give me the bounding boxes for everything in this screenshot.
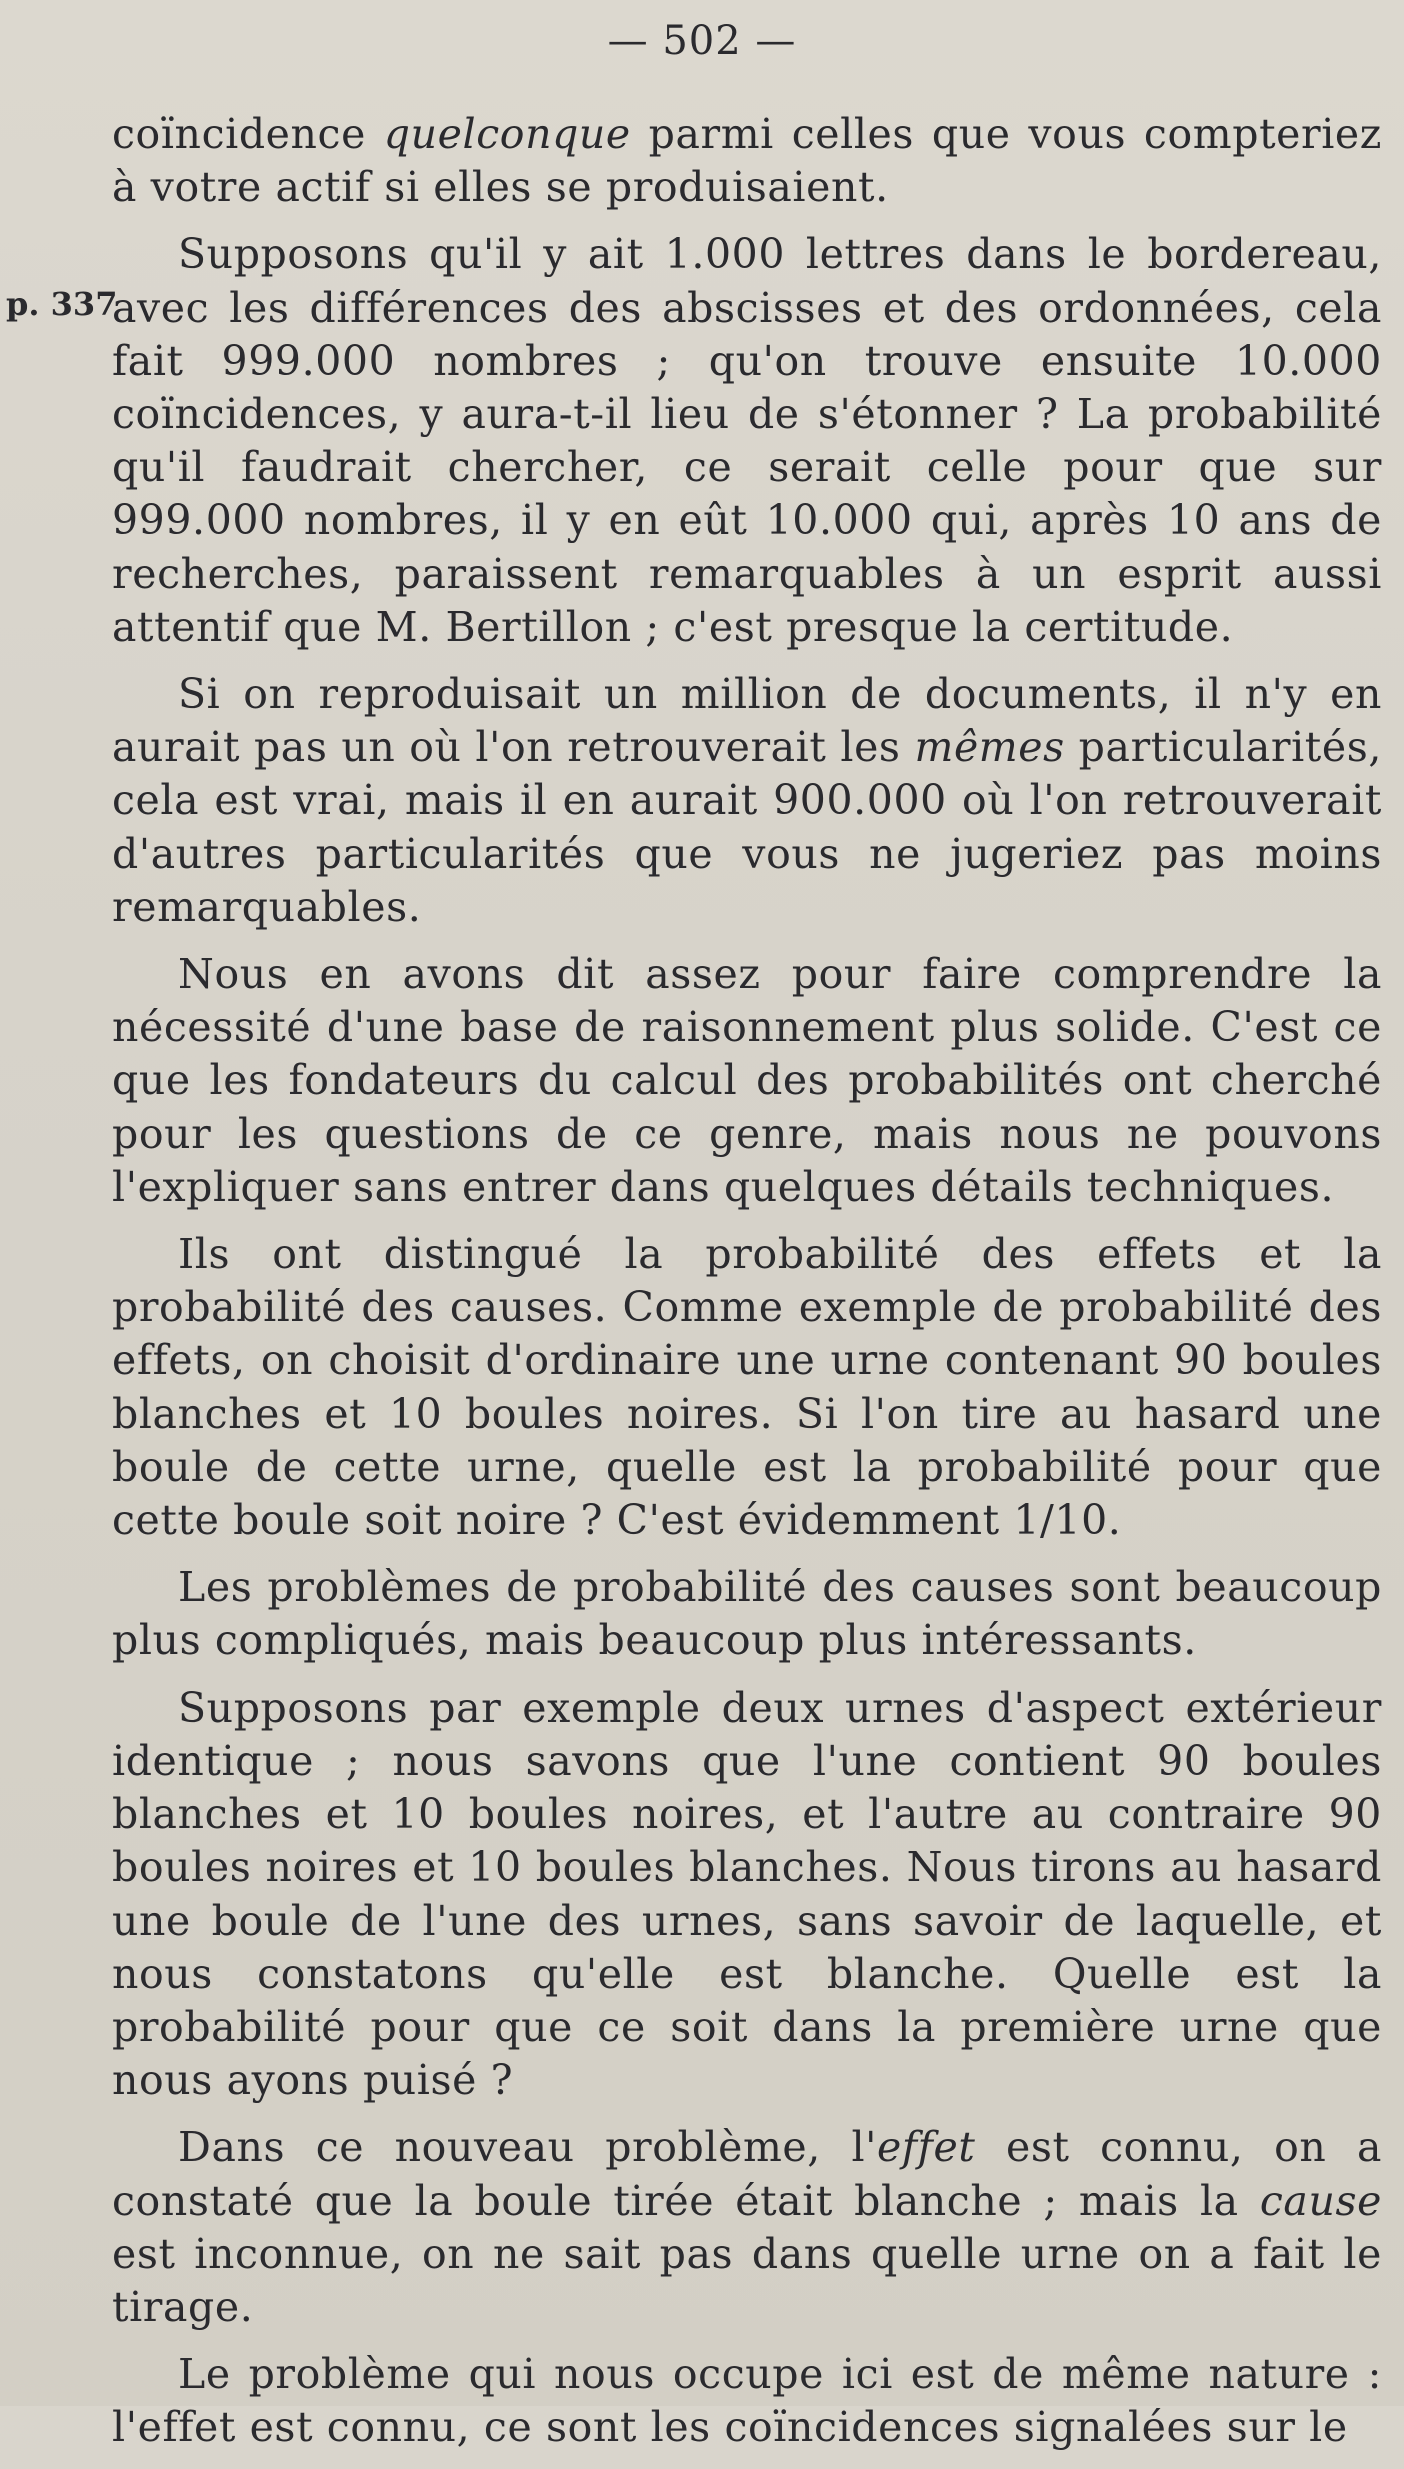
paragraph xyxy=(112,2121,1382,2334)
paragraph xyxy=(112,2348,1382,2454)
page-number: — 502 — xyxy=(607,18,797,64)
paragraph-text: coïncidence xyxy=(112,110,384,158)
paragraph xyxy=(112,1561,1382,1667)
italic-text: effet xyxy=(877,2123,976,2172)
paragraph xyxy=(112,668,1382,934)
paragraph xyxy=(112,228,1382,654)
italic-text: cause xyxy=(1259,2176,1382,2225)
italic-text: quelconque xyxy=(383,110,631,158)
paragraph xyxy=(112,108,1382,214)
paragraph-text: Supposons par exemple deux urnes d'aspect extérieur identique ; nous savons que l'une contient 90 boules blanches et 10 boules noires, et l'autre au contraire 90 boules noires et 10 boules blanches. Nous tirons au hasard une boule de l'une des urnes, sans savoir de laquelle, et nous constatons qu'elle est blanche. Quelle est la probabilité pour que ce soit dans la première urne que nous ayons puisé ? xyxy=(112,1683,1382,2105)
paragraph-text: particularités, cela est vrai, mais il en aurait 900.000 où l'on retrouverait d'autres particularités que vous ne jugeriez pas moins remarquables. xyxy=(112,723,1383,931)
paragraph-text: parmi celles que vous compteriez à votre actif si elles se produisaient. xyxy=(112,110,1382,212)
paragraph-text: Nous en avons dit assez pour faire comprendre la nécessité d'une base de raisonnement plus solide. C'est ce que les fondateurs du calcul des probabilités ont cherché pour les questions de ce genre, mais nous ne pouvons l'expliquer sans entrer dans quelques détails techniques. xyxy=(112,950,1382,1211)
paragraph xyxy=(112,1682,1382,2108)
paragraph-text: Supposons qu'il y ait 1.000 lettres dans le bordereau, avec les différences des abscisses et des ordonnées, cela fait 999.000 nombres ; qu'on trouve ensuite 10.000 coïncidences, y aura-t-il lieu de s'étonner ? La probabilité qu'il faudrait chercher, ce serait celle pour que sur 999.000 nombres, il y en eût 10.000 qui, après 10 ans de recherches, paraissent remarquables à un esprit aussi attentif que M. Bertillon ; c'est presque la certitude. xyxy=(112,230,1382,651)
paragraph-text: Le problème qui nous occupe ici est de même nature : l'effet est connu, ce sont les coïncidences signalées sur le xyxy=(112,2350,1382,2452)
paragraph-text: Dans ce nouveau problème, l' xyxy=(178,2123,878,2172)
italic-text: mêmes xyxy=(914,723,1065,772)
paragraph-text: est inconnue, on ne sait pas dans quelle urne on a fait le tirage. xyxy=(112,2229,1382,2331)
margin-note: p. 337 xyxy=(6,285,118,323)
paragraph-text: Si on reproduisait un million de documents, il n'y en aurait pas un où l'on retrouverait les xyxy=(112,670,1382,772)
paragraph xyxy=(112,948,1382,1214)
paragraph-text: Les problèmes de probabilité des causes sont beaucoup plus compliqués, mais beaucoup plus intéressants. xyxy=(112,1563,1382,1665)
paragraph xyxy=(112,1228,1382,1547)
body-text xyxy=(112,108,1382,2469)
paragraph-text: est connu, on a constaté que la boule tirée était blanche ; mais la xyxy=(112,2123,1382,2225)
paragraph-text: Ils ont distingué la probabilité des effets et la probabilité des causes. Comme exemple de probabilité des effets, on choisit d'ordinaire une urne contenant 90 boules blanches et 10 boules noires. Si l'on tire au hasard une boule de cette urne, quelle est la probabilité pour que cette boule soit noire ? C'est évidemment 1/10. xyxy=(112,1230,1382,1545)
